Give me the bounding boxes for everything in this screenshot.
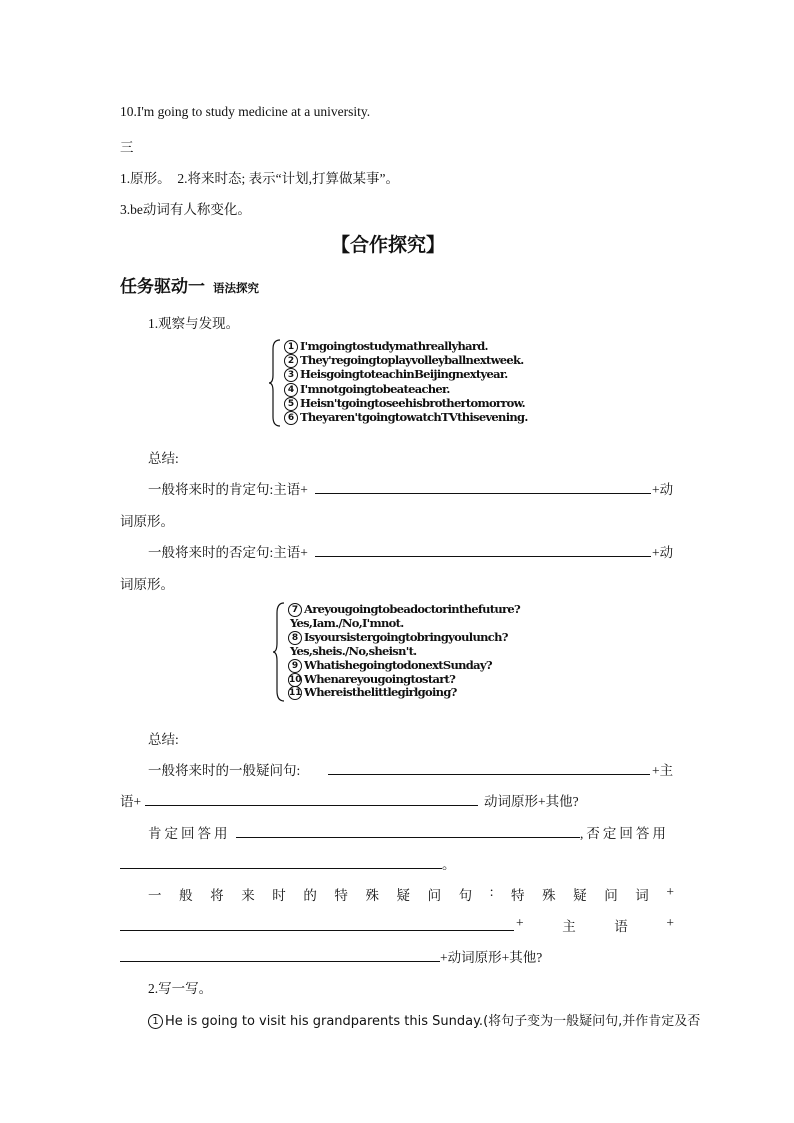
answer-item-10: 10.I'm going to study medicine at a university. bbox=[120, 104, 371, 119]
rule-char: 来 bbox=[241, 888, 255, 903]
task-subtitle: 语法探究 bbox=[213, 281, 259, 295]
example-sentence bbox=[290, 616, 404, 630]
example-sentence bbox=[290, 644, 416, 658]
affirmative-rule-end: +动 bbox=[652, 482, 674, 497]
special-question-rule bbox=[148, 884, 674, 904]
answer-blank[interactable] bbox=[120, 930, 514, 931]
rule-char: 句 bbox=[458, 888, 473, 903]
rule-char: : bbox=[489, 884, 494, 899]
special-question-rule-mid bbox=[516, 915, 674, 935]
question-rule-cont-end: 动词原形+其他? bbox=[484, 794, 579, 809]
task-title: 任务驱动一 bbox=[120, 277, 205, 297]
example-text: Whenareyougoingtostart? bbox=[304, 671, 456, 686]
example-text: WhatishegoingtodonextSunday? bbox=[304, 657, 492, 672]
example-text: Whereisthelittlegirlgoing? bbox=[304, 685, 457, 700]
positive-answer-start: 肯定回答用 bbox=[148, 826, 231, 841]
section-heading: 【合作探究】 bbox=[331, 234, 446, 256]
rule-char: 的 bbox=[303, 888, 317, 903]
affirmative-rule-start: 一般将来时的肯定句:主语+ bbox=[148, 482, 308, 497]
example-number-badge: 5 bbox=[284, 397, 298, 411]
rule-char: 词 bbox=[635, 888, 649, 903]
left-brace-icon bbox=[268, 339, 282, 427]
example-sentence bbox=[284, 367, 508, 382]
negative-rule-start: 一般将来时的否定句:主语+ bbox=[148, 545, 308, 560]
example-text: Areyougoingtobeadoctorinthefuture? bbox=[304, 602, 521, 616]
example-group-1 bbox=[268, 339, 548, 427]
example-text: HeisgoingtoteachinBeijingnextyear. bbox=[300, 367, 508, 382]
example-sentence bbox=[284, 382, 450, 397]
exercise-text: He is going to visit his grandparents this Sunday.(将句子变为一般疑问句,并作肯定及否 bbox=[165, 1014, 701, 1029]
example-text: Theyaren'tgoingtowatchTVthisevening. bbox=[300, 410, 528, 424]
example-text: Isyoursistergoingtobringyoulunch? bbox=[304, 629, 508, 644]
answer-blank[interactable] bbox=[120, 961, 440, 962]
rule-char: 将 bbox=[210, 888, 224, 903]
rule-char: 时 bbox=[272, 888, 286, 903]
answer-line-3: 3.be动词有人称变化。 bbox=[120, 202, 251, 217]
rule-char: 语 bbox=[614, 919, 628, 934]
answer-blank[interactable] bbox=[145, 805, 478, 806]
example-sentence bbox=[288, 685, 457, 700]
question-rule-cont-start: 语+ bbox=[120, 794, 142, 809]
item-number-badge: 1 bbox=[148, 1014, 163, 1029]
rule-char: 般 bbox=[179, 888, 193, 903]
example-number-badge: 7 bbox=[288, 603, 302, 617]
example-sentence bbox=[284, 396, 525, 411]
negative-rule-cont: 词原形。 bbox=[120, 577, 174, 592]
example-number-badge: 6 bbox=[284, 411, 298, 425]
example-text: Yes,sheis./No,sheisn't. bbox=[290, 643, 417, 658]
rule-char: 疑 bbox=[573, 888, 587, 903]
step-2-label: 2.写一写。 bbox=[148, 981, 213, 996]
task-heading bbox=[120, 272, 259, 297]
rule-char: 一 bbox=[148, 888, 162, 903]
negative-answer-end: 。 bbox=[442, 857, 456, 872]
answer-blank[interactable] bbox=[120, 868, 442, 869]
question-rule-end: +主 bbox=[652, 763, 674, 778]
example-sentence bbox=[284, 410, 528, 425]
section-number: 三 bbox=[120, 140, 134, 155]
example-text: Yes,Iam./No,I'mnot. bbox=[290, 615, 404, 630]
left-brace-icon bbox=[272, 602, 286, 702]
example-text: I'mnotgoingtobeateacher. bbox=[300, 381, 450, 396]
example-sentence bbox=[288, 658, 492, 673]
example-sentence bbox=[288, 602, 520, 617]
rule-char: + bbox=[516, 915, 524, 930]
rule-char: + bbox=[666, 884, 674, 899]
rule-char: + bbox=[666, 915, 674, 930]
negative-rule-end: +动 bbox=[652, 545, 674, 560]
rule-char: 问 bbox=[427, 888, 442, 903]
summary-label-1: 总结: bbox=[148, 451, 179, 466]
step-1-label: 1.观察与发现。 bbox=[148, 316, 240, 331]
answer-blank[interactable] bbox=[315, 493, 651, 494]
rule-char: 殊 bbox=[542, 888, 556, 903]
rule-char: 问 bbox=[604, 888, 618, 903]
question-rule-start: 一般将来时的一般疑问句: bbox=[148, 763, 301, 778]
answer-line-1: 1.原形。 2.将来时态; 表示“计划,打算做某事”。 bbox=[120, 171, 399, 186]
rule-char: 殊 bbox=[365, 888, 379, 903]
rule-char: 特 bbox=[334, 888, 348, 903]
rule-char: 主 bbox=[562, 919, 576, 934]
summary-label-2: 总结: bbox=[148, 732, 179, 747]
example-number-badge: 8 bbox=[288, 631, 302, 645]
example-text: I'mgoingtostudymathreallyhard. bbox=[300, 339, 488, 353]
special-question-rule-end: +动词原形+其他? bbox=[440, 950, 543, 965]
example-number-badge: 4 bbox=[284, 383, 298, 397]
rule-char: 特 bbox=[511, 888, 525, 903]
example-group-2 bbox=[272, 602, 542, 702]
example-number-badge: 1 bbox=[284, 340, 298, 354]
example-number-badge: 2 bbox=[284, 354, 298, 368]
example-sentence bbox=[284, 339, 488, 354]
affirmative-rule-cont: 词原形。 bbox=[120, 514, 174, 529]
positive-answer-end: ,否定回答用 bbox=[580, 826, 669, 841]
answer-blank[interactable] bbox=[328, 774, 650, 775]
example-sentence bbox=[288, 672, 455, 687]
answer-blank[interactable] bbox=[315, 556, 651, 557]
exercise-item bbox=[148, 1010, 700, 1029]
example-number-badge: 11 bbox=[289, 688, 302, 699]
example-text: Heisn'tgoingtoseehisbrothertomorrow. bbox=[300, 395, 525, 410]
example-sentence bbox=[288, 630, 508, 645]
example-number-badge: 3 bbox=[284, 368, 298, 382]
example-number-badge: 9 bbox=[288, 659, 302, 673]
example-text: They'regoingtoplayvolleyballnextweek. bbox=[300, 353, 524, 368]
example-sentence bbox=[284, 353, 524, 368]
answer-blank[interactable] bbox=[236, 837, 580, 838]
rule-char: 疑 bbox=[396, 888, 410, 903]
example-number-badge: 10 bbox=[289, 674, 302, 685]
